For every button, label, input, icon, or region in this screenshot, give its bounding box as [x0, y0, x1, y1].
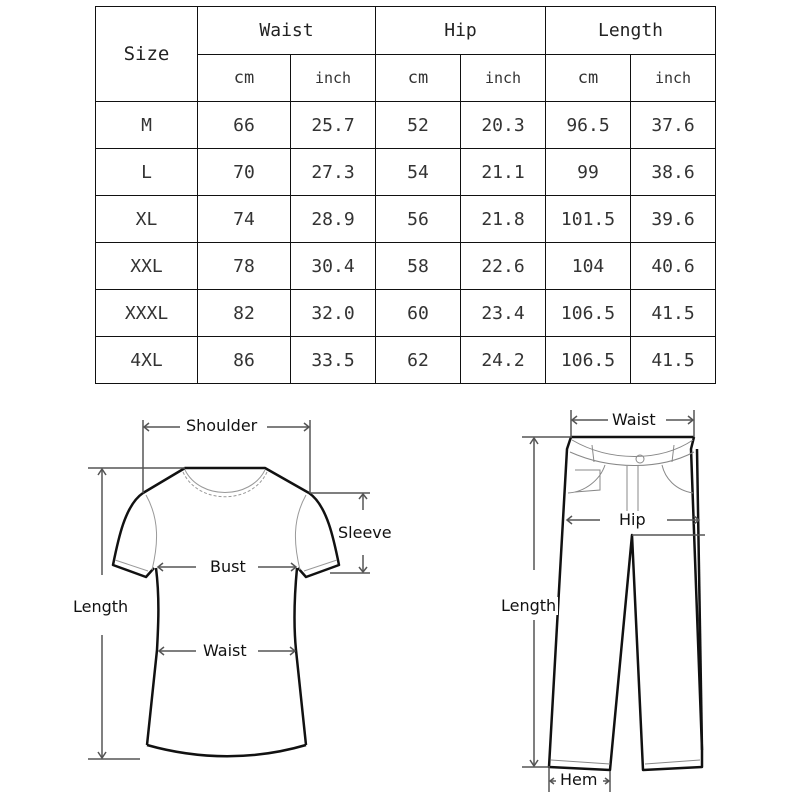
waist-cm-cell: 78: [198, 243, 291, 290]
table-row: [96, 243, 716, 290]
hip-cm-cell: 56: [376, 196, 461, 243]
tshirt-outline-icon: [0, 395, 420, 800]
waist-inch-cell: 28.9: [291, 196, 376, 243]
size-cell: XXL: [96, 243, 198, 290]
length-cm-cell: 96.5: [546, 102, 631, 149]
size-cell: M: [96, 102, 198, 149]
hip-inch-cell: 23.4: [461, 290, 546, 337]
length-cm-cell: 104: [546, 243, 631, 290]
table-row: [96, 102, 716, 149]
hip-cm-cell: 62: [376, 337, 461, 384]
pants-hem-label: Hem: [560, 770, 598, 789]
hip-cm-cell: 58: [376, 243, 461, 290]
hip-inch-cell: 22.6: [461, 243, 546, 290]
pants-measurement-diagram: [440, 395, 770, 800]
waist-inch-cell: 30.4: [291, 243, 376, 290]
tshirt-bust-label: Bust: [210, 557, 246, 576]
length-cm-cell: 101.5: [546, 196, 631, 243]
waist-cm-cell: 86: [198, 337, 291, 384]
length-cm-cell: 106.5: [546, 290, 631, 337]
waist-cm-cell: 66: [198, 102, 291, 149]
tshirt-measurement-diagram: [0, 395, 420, 800]
hip-inch-cell: 21.8: [461, 196, 546, 243]
hip-cm-cell: 60: [376, 290, 461, 337]
table-group-header-row: [96, 7, 716, 55]
hip-inch-cell: 24.2: [461, 337, 546, 384]
pants-hip-label: Hip: [619, 510, 646, 529]
waist-inch-header: inch: [291, 55, 376, 102]
size-cell: XL: [96, 196, 198, 243]
length-cm-header: cm: [546, 55, 631, 102]
length-cm-cell: 106.5: [546, 337, 631, 384]
table-row: [96, 149, 716, 196]
pants-waist-label: Waist: [612, 410, 656, 429]
length-inch-cell: 41.5: [631, 290, 716, 337]
waist-cm-cell: 82: [198, 290, 291, 337]
waist-inch-cell: 33.5: [291, 337, 376, 384]
length-inch-cell: 39.6: [631, 196, 716, 243]
length-inch-cell: 38.6: [631, 149, 716, 196]
size-cell: XXXL: [96, 290, 198, 337]
hip-cm-cell: 52: [376, 102, 461, 149]
waist-cm-header: cm: [198, 55, 291, 102]
hip-cm-cell: 54: [376, 149, 461, 196]
hip-cm-header: cm: [376, 55, 461, 102]
tshirt-shoulder-label: Shoulder: [186, 416, 258, 435]
tshirt-waist-label: Waist: [203, 641, 247, 660]
hip-inch-cell: 20.3: [461, 102, 546, 149]
hip-group-header: Hip: [376, 7, 546, 55]
tshirt-sleeve-label: Sleeve: [338, 523, 392, 542]
size-column-header: Size: [96, 7, 198, 102]
table-row: [96, 337, 716, 384]
length-inch-header: inch: [631, 55, 716, 102]
hip-inch-header: inch: [461, 55, 546, 102]
size-chart-table: [95, 6, 716, 384]
table-row: [96, 290, 716, 337]
size-cell: L: [96, 149, 198, 196]
length-inch-cell: 40.6: [631, 243, 716, 290]
hip-inch-cell: 21.1: [461, 149, 546, 196]
length-inch-cell: 41.5: [631, 337, 716, 384]
waist-inch-cell: 32.0: [291, 290, 376, 337]
waist-inch-cell: 27.3: [291, 149, 376, 196]
pants-length-label: Length: [501, 596, 557, 615]
waist-group-header: Waist: [198, 7, 376, 55]
length-cm-cell: 99: [546, 149, 631, 196]
waist-inch-cell: 25.7: [291, 102, 376, 149]
waist-cm-cell: 74: [198, 196, 291, 243]
waist-cm-cell: 70: [198, 149, 291, 196]
length-group-header: Length: [546, 7, 716, 55]
length-inch-cell: 37.6: [631, 102, 716, 149]
table-row: [96, 196, 716, 243]
pants-outline-icon: [440, 395, 770, 800]
tshirt-length-label: Length: [73, 597, 129, 616]
size-cell: 4XL: [96, 337, 198, 384]
